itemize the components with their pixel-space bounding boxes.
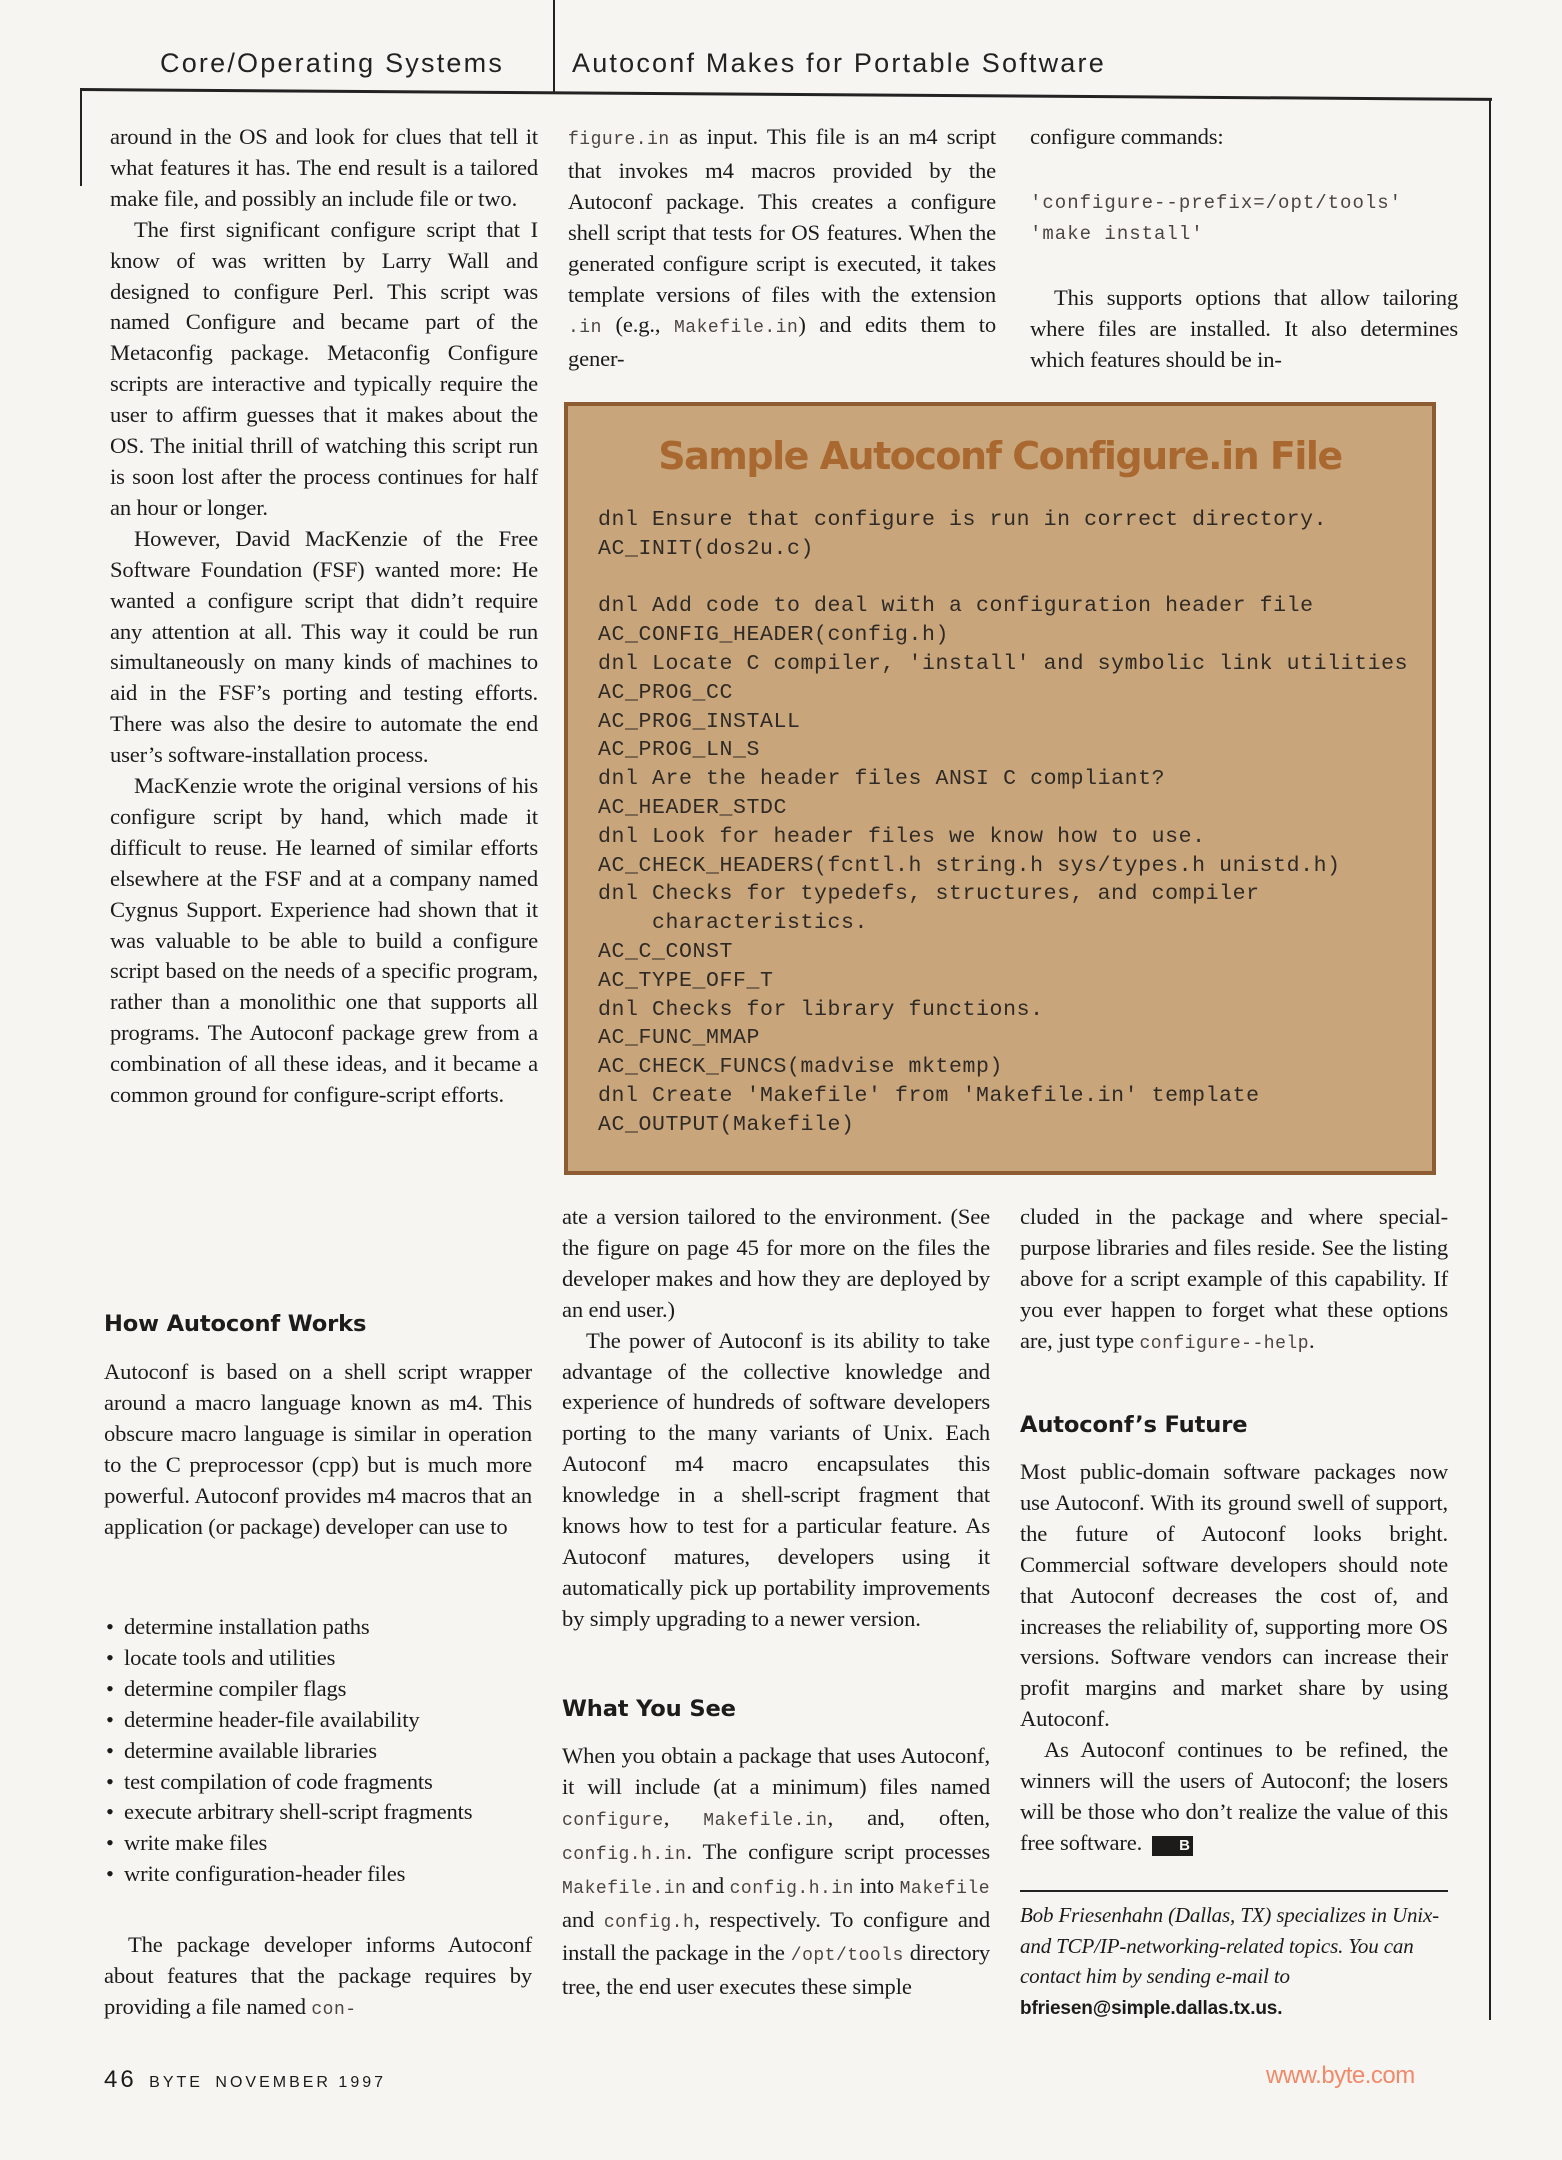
commands-block [1030, 188, 1458, 250]
text-run: cluded in the package and where special-purpose libraries and files reside. See the listing above for a script example of this capability. If you ever happen to forget what these options are, just type [1020, 1204, 1448, 1353]
end-mark-icon: B [1152, 1836, 1193, 1856]
column-1-top [110, 122, 538, 1111]
page-number: 46 [104, 2066, 137, 2093]
frame-left-line [80, 88, 82, 186]
text-run: into [853, 1872, 900, 1898]
inline-code: configure [562, 1810, 664, 1831]
text-run: . [1309, 1327, 1315, 1353]
feature-bullet-list [104, 1612, 532, 1890]
code-line: AC_INIT(dos2u.c) [598, 536, 815, 561]
heading-autoconfs-future: Autoconf’s Future [1020, 1412, 1248, 1438]
bullet-item: • determine compiler flags [104, 1674, 532, 1705]
code-line: dnl Checks for typedefs, structures, and compiler [598, 882, 1260, 907]
code-line: dnl Create 'Makefile' from 'Makefile.in' template [598, 1083, 1260, 1108]
header-rule [80, 88, 1492, 101]
code-line: AC_PROG_INSTALL [598, 709, 801, 734]
column-3-bottom [1020, 1202, 1448, 1360]
text-run: , and, often, [827, 1804, 991, 1830]
inline-code: /opt/tools [790, 1946, 904, 1967]
code-line: dnl Add code to deal with a configuration header file [598, 594, 1314, 619]
text-run: This supports options that allow tailoring where files are installed. It also determines which features should be in- [1030, 285, 1458, 372]
text-run: ) and edits them to gener- [568, 312, 996, 372]
code-line: dnl Look for header files we know how to use. [598, 824, 1206, 849]
column-1-last [104, 1930, 532, 2026]
heading-what-you-see: What You See [562, 1696, 736, 1722]
bullet-item: • test compilation of code fragments [104, 1767, 532, 1798]
bullet-item: • execute arbitrary shell-script fragments [104, 1797, 532, 1828]
code-line: dnl Locate C compiler, 'install' and symbolic link utilities [598, 651, 1409, 676]
bullet-item: • determine available libraries [104, 1736, 532, 1767]
author-bio [1020, 1900, 1448, 2024]
frame-right-line [1489, 100, 1491, 2020]
text-run: configure commands: [1030, 124, 1224, 149]
issue-date: NOVEMBER 1997 [215, 2074, 387, 2091]
column-2-bottom [562, 1202, 990, 1635]
column-3-top [1030, 122, 1458, 153]
code-line: AC_CONFIG_HEADER(config.h) [598, 623, 950, 648]
column-2-after [562, 1741, 990, 2003]
paragraph [110, 122, 538, 215]
text-run: MacKenzie wrote the original versions of his configure script by hand, which made it difficult to reuse. He learned of similar efforts elsewhere at the FSF and at a company named Cygnus Support. Experience had shown that it was valuable to be able to build a configure script based on the needs of a specific program, rather than a monolithic one that supports all programs. The Autoconf package grew from a combination of all these ideas, and it became a common ground for configure-script efforts. [110, 773, 538, 1108]
text-run: Most public-domain software packages now use Autoconf. With its ground swell of support, the future of Autoconf looks bright. Commercial software developers should note that Autoconf decreases the cost of, and increases the reliability of, supporting more OS versions. Software vendors can increase their profit margins and market share by using Autoconf. [1020, 1459, 1448, 1732]
sidebar-title: Sample Autoconf Configure.in File [658, 434, 1342, 478]
paragraph [568, 122, 996, 375]
command-configure: 'configure--prefix=/opt/tools' [1030, 192, 1403, 214]
text-run: As Autoconf continues to be refined, the winners will the users of Autoconf; the losers will be those who don’t realize the value of this free software. [1020, 1737, 1448, 1855]
bullet-item: • write make files [104, 1828, 532, 1859]
text-run: The power of Autoconf is its ability to take advantage of the collective knowledge and experience of hundreds of software developers porting to the many variants of Unix. Each Autoconf m4 macro encapsulates this knowledge in a shell-script fragment that knows how to test for a particular feature. As Autoconf matures, developers using it automatically pick up portability improvements by simply upgrading to a newer version. [562, 1327, 990, 1631]
code-line: AC_TYPE_OFF_T [598, 968, 774, 993]
text-run: Autoconf is based on a shell script wrapper around a macro language known as m4. This obscure macro language is similar in operation to the C preprocessor (cpp) but is much more powerful. Autoconf provides m4 macros that an application (or package) developer can use to [104, 1359, 532, 1539]
code-line: AC_CHECK_FUNCS(madvise mktemp) [598, 1055, 1004, 1080]
inline-code: Makefile.in [703, 1810, 828, 1831]
inline-code: configure--help [1139, 1333, 1309, 1354]
website-link[interactable]: www.byte.com [1266, 2062, 1415, 2089]
text-run: around in the OS and look for clues that tell it what features it has. The end result is a tailored make file, and possibly an include file or two. [110, 124, 538, 211]
footer-left [104, 2066, 386, 2094]
paragraph [1020, 1457, 1448, 1735]
sidebar-code-listing [598, 506, 1408, 1140]
inline-code: config.h.in [729, 1878, 854, 1899]
column-3-top2 [1030, 283, 1458, 376]
column-1-intro [104, 1357, 532, 1542]
heading-how-autoconf-works: How Autoconf Works [104, 1311, 367, 1337]
inline-code: .in [568, 318, 602, 339]
inline-code: config.h.in [562, 1844, 687, 1865]
text-run: and [686, 1872, 730, 1898]
paragraph [562, 1326, 990, 1635]
paragraph [562, 1202, 990, 1326]
code-line: dnl Ensure that configure is run in correct directory. [598, 508, 1328, 532]
section-label: Core/Operating Systems [160, 48, 505, 78]
code-line [598, 564, 1408, 593]
column-2-top [568, 122, 996, 375]
article-title: Autoconf Makes for Portable Software [572, 48, 1106, 78]
text-run: The first significant configure script that I know of was written by Larry Wall and designed to configure Perl. This script was named Configure and became part of the Metaconfig package. Metaconfig Configure scripts are interactive and typically require the user to affirm guesses that it makes about the OS. The initial thrill of watching this script run is soon lost after the process continues for half an hour or longer. [110, 216, 538, 520]
bullet-item: • locate tools and utilities [104, 1643, 532, 1674]
bullet-item: • determine header-file availability [104, 1705, 532, 1736]
code-line: dnl Checks for library functions. [598, 997, 1044, 1022]
text-run: ate a version tailored to the environment. (See the figure on page 45 for more on the files the developer makes and how they are deployed by an end user.) [562, 1204, 990, 1322]
bullet-item: • write configuration-header files [104, 1859, 532, 1890]
paragraph [562, 1741, 990, 2003]
paragraph [1020, 1735, 1448, 1859]
text-run: , [663, 1804, 704, 1830]
code-line: characteristics. [598, 911, 869, 936]
inline-code: figure.in [568, 130, 670, 150]
text-run: The package developer informs Autoconf about features that the package requires by providing a file named [104, 1932, 532, 2019]
text-run: directory tree, the end user executes these simple [562, 1940, 991, 2000]
code-line: AC_PROG_CC [598, 680, 734, 705]
sample-configure-in-sidebar [564, 402, 1436, 1175]
paragraph [1030, 122, 1458, 153]
code-line: AC_CHECK_HEADERS(fcntl.h string.h sys/types.h unistd.h) [598, 853, 1341, 878]
text-run: However, David MacKenzie of the Free Software Foundation (FSF) wanted more: He wanted a configure script that didn’t require any attention at all. This way it could be run simultaneously on many kinds of machines to aid in the FSF’s porting and testing efforts. There was also the desire to automate the end user’s software-installation process. [110, 525, 538, 768]
bio-text: Bob Friesenhahn (Dallas, TX) specializes in Unix- and TCP/IP-networking-related topics. You can contact him by sending e-mail to [1020, 1903, 1440, 1988]
paragraph [104, 1930, 532, 2026]
text-run: and [562, 1906, 604, 1932]
inline-code: Makefile [899, 1878, 991, 1899]
paragraph [1030, 283, 1458, 376]
text-run: When you obtain a package that uses Autoconf, it will include (at a minimum) files named [562, 1743, 990, 1799]
inline-code: Makefile.in [673, 318, 799, 339]
code-line: AC_HEADER_STDC [598, 795, 788, 820]
column-3-after [1020, 1457, 1448, 1859]
paragraph [110, 524, 538, 771]
inline-code: con- [311, 1999, 357, 2020]
paragraph [110, 771, 538, 1111]
text-run: (e.g., [601, 312, 674, 338]
text-run: , respectively. To configure and install the package in the [562, 1906, 991, 1966]
code-line: AC_PROG_LN_S [598, 738, 761, 763]
text-run: . The configure script processes [686, 1838, 990, 1864]
code-line: dnl Are the header files ANSI C compliant? [598, 767, 1166, 792]
bullet-item: • determine installation paths [104, 1612, 532, 1643]
code-line: AC_FUNC_MMAP [598, 1026, 761, 1051]
command-make-install: 'make install' [1030, 223, 1204, 245]
paragraph [104, 1357, 532, 1542]
code-line: AC_C_CONST [598, 939, 734, 964]
text-run: as input. This file is an m4 script that invokes m4 macros provided by the Autoconf package. This creates a configure shell script that tests for OS features. When the generated configure script is executed, it takes template versions of files with the extension [568, 124, 996, 307]
code-line: AC_OUTPUT(Makefile) [598, 1112, 855, 1137]
paragraph [110, 215, 538, 524]
magazine-name: BYTE [149, 2074, 203, 2091]
inline-code: config.h [603, 1912, 695, 1933]
bio-rule [1020, 1890, 1448, 1892]
paragraph [1020, 1202, 1448, 1360]
author-email[interactable]: bfriesen@simple.dallas.tx.us. [1020, 1997, 1283, 2019]
inline-code: Makefile.in [562, 1878, 687, 1899]
header-divider [553, 0, 555, 92]
